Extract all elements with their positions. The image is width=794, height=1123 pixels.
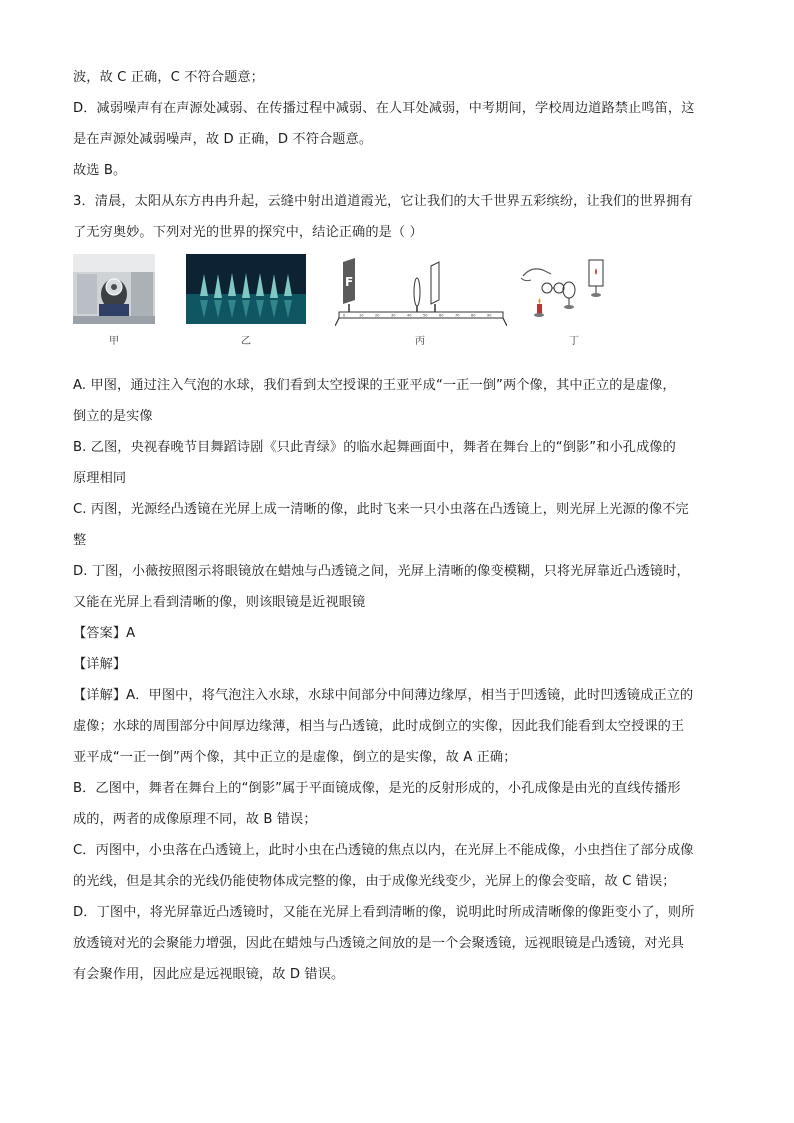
explain-line: 亚平成“一正一倒”两个像，其中正立的是虚像，倒立的是实像，故 A 正确；	[73, 750, 517, 765]
text-line: D．减弱噪声有在声源处减弱、在传播过程中减弱、在人耳处减弱，中考期间，学校周边道路禁止鸣笛，这	[73, 101, 695, 116]
ruler-tick: 60	[439, 313, 444, 318]
ruler-tick: 0	[343, 313, 346, 318]
explain-line: 虚像；水球的周围部分中间厚边缘薄，相当与凸透镜，此时成倒立的实像，因此我们能看到太空授课的王	[73, 719, 685, 734]
caption-yi: 乙	[241, 336, 251, 347]
explain-line: C．丙图中，小虫落在凸透镜上，此时小虫在凸透镜的焦点以内，在光屏上不能成像，小虫挡住了部分成像	[73, 843, 694, 858]
ruler-tick: 10	[359, 313, 364, 318]
figure-ding	[517, 254, 613, 347]
option-d-line: D. 丁图，小薇按照图示将眼镜放在蜡烛与凸透镜之间，光屏上清晰的像变模糊，只将光屏靠近凸透镜时，	[73, 564, 690, 579]
text-line: 是在声源处减弱噪声，故 D 正确，D 不符合题意。	[73, 132, 373, 147]
explain-line: 【详解】A．甲图中，将气泡注入水球，水球中间部分中间薄边缘厚，相当于凹透镜，此时凹透镜成正立的	[73, 688, 694, 703]
answer-tag: 【答案】	[73, 626, 127, 641]
figure-bing	[335, 254, 507, 347]
prev-question-tail	[73, 62, 723, 186]
text-line: 故选 B。	[73, 163, 127, 178]
question-3-stem	[73, 186, 723, 248]
text-line: 3．清晨，太阳从东方冉冉升起，云缝中射出道道霞光，它让我们的大千世界五彩缤纷，让我们的世界拥有	[73, 194, 693, 209]
question-figures	[73, 254, 723, 350]
figure-jia	[73, 254, 155, 347]
option-d-line: 又能在光屏上看到清晰的像，则该眼镜是近视眼镜	[73, 595, 366, 610]
figure-bing-image	[335, 254, 507, 326]
caption-jia: 甲	[109, 336, 119, 347]
text-line: 了无穷奥妙。下列对光的世界的探究中，结论正确的是（ ）	[73, 225, 423, 240]
option-a-line: 倒立的是实像	[73, 409, 153, 424]
answer-line	[73, 618, 723, 649]
ruler-tick: 50	[423, 313, 428, 318]
explain-line: 的光线，但是其余的光线仍能使物体成完整的像，由于成像光线变少，光屏上的像会变暗，故 C 错误；	[73, 874, 676, 889]
option-b-line: 原理相同	[73, 471, 127, 486]
explain-line: B．乙图中，舞者在舞台上的“倒影”属于平面镜成像，是光的反射形成的，小孔成像是由光的直线传播形	[73, 781, 681, 796]
option-b-line: B. 乙图，央视春晚节目舞蹈诗剧《只此青绿》的临水起舞画面中，舞者在舞台上的“倒影”和小孔成像的	[73, 440, 676, 455]
option-a-line: A. 甲图，通过注入气泡的水球，我们看到太空授课的王亚平成“一正一倒”两个像，其中正立的是虚像，	[73, 378, 676, 393]
caption-bing: 丙	[415, 336, 425, 347]
caption-ding: 丁	[569, 336, 579, 347]
question-3-options	[73, 370, 723, 618]
figure-yi-image	[186, 254, 306, 324]
ruler-tick: 30	[391, 313, 396, 318]
ruler-tick: 40	[407, 313, 412, 318]
answer-value: A	[126, 626, 136, 641]
figure-ding-image	[517, 254, 613, 324]
ruler-tick: 70	[455, 313, 460, 318]
text-line: 波，故 C 正确，C 不符合题意；	[73, 70, 264, 85]
ruler-tick: 90	[487, 313, 492, 318]
figure-yi	[186, 254, 306, 347]
document-page	[73, 62, 723, 990]
ruler-tick: 20	[375, 313, 380, 318]
screen-letter: F	[345, 275, 354, 289]
figure-jia-image	[73, 254, 155, 324]
explain-line: 成的，两者的成像原理不同，故 B 错误；	[73, 812, 317, 827]
option-c-line: 整	[73, 533, 87, 548]
explain-line: 放透镜对光的会聚能力增强，因此在蜡烛与凸透镜之间放的是一个会聚透镜，远视眼镜是凸透镜，对光具	[73, 936, 685, 951]
explain-heading: 【详解】	[73, 657, 127, 672]
explain-line: D．丁图中，将光屏靠近凸透镜时，又能在光屏上看到清晰的像，说明此时所成清晰像的像距变小了，则所	[73, 905, 695, 920]
explanation	[73, 680, 723, 990]
option-c-line: C. 丙图，光源经凸透镜在光屏上成一清晰的像，此时飞来一只小虫落在凸透镜上，则光屏上光源的像不完	[73, 502, 689, 517]
explain-line: 有会聚作用，因此应是远视眼镜，故 D 错误。	[73, 967, 345, 982]
ruler-tick: 80	[471, 313, 476, 318]
